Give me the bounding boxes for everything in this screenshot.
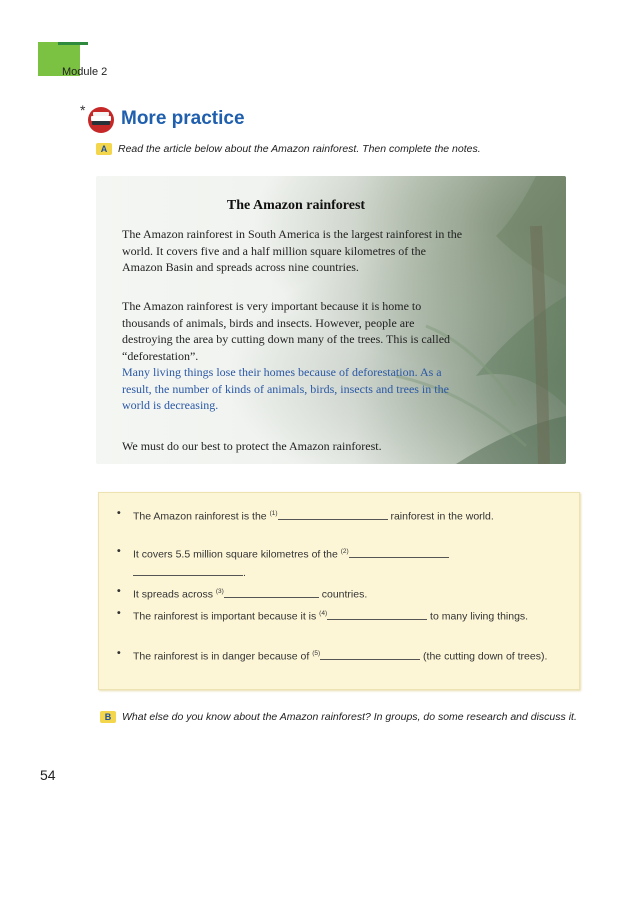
module-color-bar <box>58 42 88 45</box>
task-a-instruction: Read the article below about the Amazon rainforest. Then complete the notes. <box>118 143 481 155</box>
answer-blank-5[interactable] <box>320 648 420 660</box>
note-text-after: to many living things. <box>427 610 529 623</box>
optional-star: * <box>80 102 86 118</box>
note-text-before: It covers 5.5 million square kilometres of the <box>133 548 341 561</box>
note-item: • The rainforest is important because it is $^{(4)}$ to many living things. <box>117 607 529 623</box>
article-paragraph-4: We must do our best to protect the Amazon rainforest. <box>122 439 382 453</box>
note-item: • The Amazon rainforest is the $^{(1)}$ rainforest in the world. <box>117 507 494 523</box>
article-paragraph-2: The Amazon rainforest is very important because it is home to thousands of animals, birds and insects. However, people are destroying the area by cutting down many of the trees. This is called “deforestation”. <box>122 299 451 363</box>
task-b-instruction: What else do you know about the Amazon rainforest? In groups, do some research and discuss it. <box>122 711 577 723</box>
article-panel <box>96 176 566 464</box>
module-label: Module 2 <box>62 66 108 78</box>
page-number: 54 <box>40 767 56 783</box>
note-text-after: (the cutting down of trees). <box>420 650 548 663</box>
answer-blank-2[interactable] <box>349 546 449 558</box>
note-text-before: The rainforest is in danger because of <box>133 650 313 663</box>
note-text-before: The Amazon rainforest is the <box>133 510 270 523</box>
blank-number: (3) <box>215 588 224 595</box>
blank-number: (2) <box>340 548 349 555</box>
note-text-after: . <box>243 566 246 579</box>
books-icon <box>86 106 116 134</box>
blank-number: (1) <box>269 510 278 517</box>
note-item: • It covers 5.5 million square kilometres of the $^{(2)}$ . <box>121 543 551 582</box>
note-text-before: It spreads across <box>133 588 216 601</box>
task-b-badge: B <box>100 711 116 723</box>
article-paragraph-3: Many living things lose their homes because of deforestation. As a result, the number of kinds of animals, birds, insects and trees in the world is decreasing. <box>122 365 449 412</box>
task-a-badge: A <box>96 143 112 155</box>
blank-number: (4) <box>319 610 328 617</box>
article-title: The Amazon rainforest <box>226 198 366 213</box>
section-title: More practice <box>121 108 245 129</box>
article-paragraph-1: The Amazon rainforest in South America is the largest rainforest in the world. It covers five and a half million square kilometres of the Amazon Basin and spreads across nine countries. <box>122 227 463 274</box>
note-text-before: The rainforest is important because it is <box>133 610 320 623</box>
note-text-after: countries. <box>318 588 368 601</box>
note-item: • The rainforest is in danger because of $^{(5)}$ (the cutting down of trees). <box>117 647 548 663</box>
note-text-after: rainforest in the world. <box>387 510 494 523</box>
answer-blank-3[interactable] <box>224 586 319 598</box>
answer-blank-4[interactable] <box>327 608 427 620</box>
blank-number: (5) <box>312 650 321 657</box>
notes-panel <box>98 492 580 690</box>
note-item: • It spreads across $^{(3)}$ countries. <box>117 585 368 601</box>
answer-blank-2-continued[interactable] <box>133 564 243 576</box>
answer-blank-1[interactable] <box>278 508 388 520</box>
